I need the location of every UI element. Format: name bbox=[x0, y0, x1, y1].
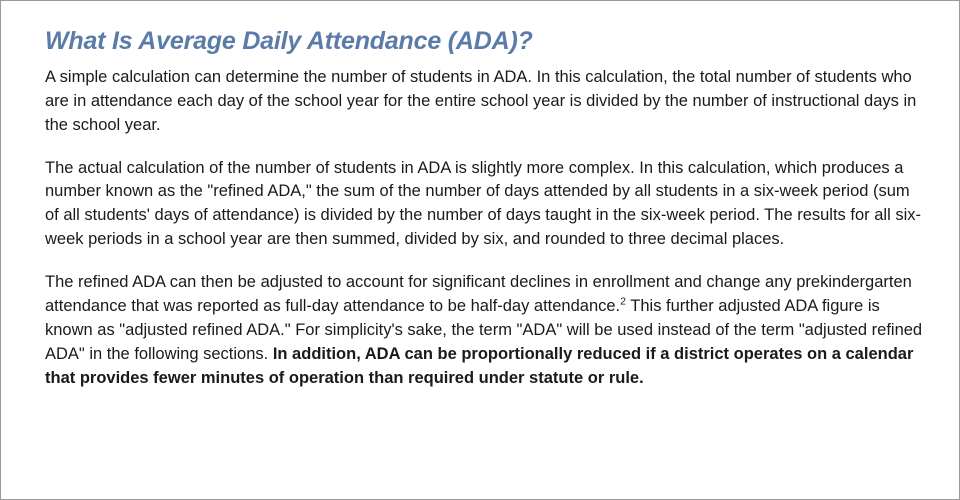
footnote-marker: 2 bbox=[620, 295, 626, 308]
paragraph-adjusted-refined-ada bbox=[45, 271, 925, 391]
paragraph-adjusted-text-part2: This further adjusted ADA figure is known as "adjusted refined ADA." For simplicity's sake, the term "ADA" will be used instead of the term "adjusted refined ADA" in the following sections. bbox=[45, 297, 923, 363]
paragraph-adjusted-text-bold: In addition, ADA can be proportionally reduced if a district operates on a calendar that provides fewer minutes of operation than required under statute or rule. bbox=[45, 344, 914, 387]
page-title: What Is Average Daily Attendance (ADA)? bbox=[45, 27, 533, 55]
paragraph-definition: A simple calculation can determine the number of students in ADA. In this calculation, the total number of students who are in attendance each day of the school year for the entire school year is divided by the number of instructional days in the school year. bbox=[45, 67, 917, 134]
paragraph-refined-ada: The actual calculation of the number of students in ADA is slightly more complex. In this calculation, which produces a number known as the "refined ADA," the sum of the number of days attended by all students in a six-week period (sum of all students' days of attendance) is divided by the number of days taught in the six-week period. The results for all six-week periods in a school year are then summed, divided by six, and rounded to three decimal places. bbox=[45, 158, 921, 249]
paragraph-adjusted-text-part1: The refined ADA can then be adjusted to account for significant declines in enrollment and change any prekindergarten attendance that was reported as full-day attendance to be half-day attendance. bbox=[45, 273, 912, 316]
